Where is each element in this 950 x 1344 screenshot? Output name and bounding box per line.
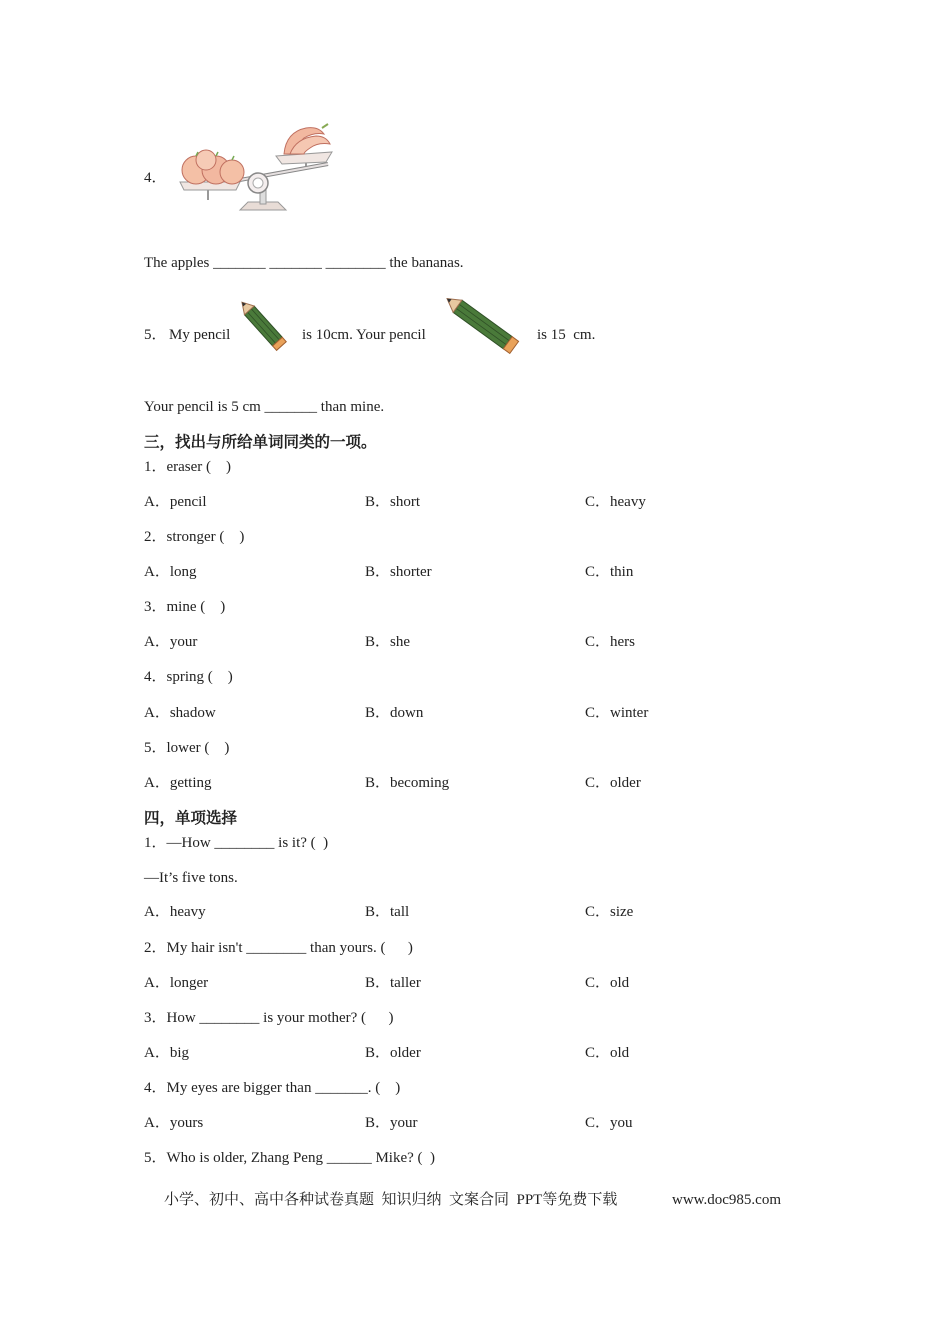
s3-q5-option-c: C．older — [585, 775, 641, 791]
s3-q5-option-a: A．getting — [144, 775, 212, 791]
section3-heading: 三，找出与所给单词同类的一项。 — [144, 433, 377, 451]
section4-heading: 四，单项选择 — [144, 809, 238, 827]
s3-q2-option-a: A．long — [144, 564, 197, 580]
s4-q3-option-b: B．older — [365, 1045, 421, 1061]
s3-q5-option-b: B．becoming — [365, 775, 450, 791]
s3-q1-option-a: A．pencil — [144, 494, 207, 510]
s3-q1-option-b: B．short — [365, 494, 421, 510]
q5-part2: is 10cm. Your pencil — [302, 327, 426, 343]
short-pencil-picture — [242, 306, 296, 360]
q4-number: 4． — [144, 170, 167, 186]
scale-picture — [178, 124, 338, 216]
s3-q4-option-a: A．shadow — [144, 705, 216, 721]
s3-q4-option-c: C．winter — [585, 705, 649, 721]
s4-q5-stem: 5．Who is older, Zhang Peng ______ Mike? ( ) — [144, 1150, 436, 1166]
s4-q1-option-b: B．tall — [365, 904, 410, 920]
s4-q2-option-c: C．old — [585, 975, 630, 991]
s4-q3-option-c: C．old — [585, 1045, 630, 1061]
s3-q2-option-c: C．thin — [585, 564, 634, 580]
q5-part1: My pencil — [169, 327, 231, 343]
q5-sentence: Your pencil is 5 cm _______ than mine. — [144, 399, 385, 415]
s4-q4-option-a: A．yours — [144, 1115, 204, 1131]
s4-q1-reply: —It’s five tons. — [144, 870, 238, 886]
s3-q5-stem: 5．lower ( ) — [144, 740, 230, 756]
s3-q3-option-b: B．she — [365, 634, 411, 650]
s3-q1-option-c: C．heavy — [585, 494, 646, 510]
s3-q3-option-c: C．hers — [585, 634, 635, 650]
footer-text: 小学、初中、高中各种试卷真题 知识归纳 文案合同 PPT等免费下载 — [164, 1192, 618, 1208]
s4-q4-stem: 4．My eyes are bigger than _______. ( ) — [144, 1080, 401, 1096]
s4-q4-option-b: B．your — [365, 1115, 418, 1131]
s4-q3-option-a: A．big — [144, 1045, 190, 1061]
s4-q2-option-b: B．taller — [365, 975, 421, 991]
q4-sentence: The apples _______ _______ ________ the bananas. — [144, 255, 464, 271]
s3-q4-stem: 4．spring ( ) — [144, 669, 233, 685]
s3-q1-stem: 1．eraser ( ) — [144, 459, 232, 475]
s4-q4-option-c: C．you — [585, 1115, 633, 1131]
s4-q1-option-c: C．size — [585, 904, 634, 920]
s3-q4-option-b: B．down — [365, 705, 424, 721]
long-pencil-picture — [446, 298, 530, 360]
s3-q2-option-b: B．shorter — [365, 564, 432, 580]
s3-q3-option-a: A．your — [144, 634, 198, 650]
s4-q3-stem: 3．How ________ is your mother? ( ) — [144, 1010, 394, 1026]
s3-q3-stem: 3．mine ( ) — [144, 599, 226, 615]
s4-q2-option-a: A．longer — [144, 975, 209, 991]
s4-q1-option-a: A．heavy — [144, 904, 206, 920]
q5-number: 5． — [144, 327, 167, 343]
footer-link[interactable]: www.doc985.com — [672, 1192, 782, 1208]
s3-q2-stem: 2．stronger ( ) — [144, 529, 245, 545]
s4-q2-stem: 2．My hair isn't ________ than yours. ( ) — [144, 940, 413, 956]
q5-part3: is 15 cm. — [537, 327, 596, 343]
s4-q1-stem: 1．—How ________ is it? ( ) — [144, 835, 329, 851]
